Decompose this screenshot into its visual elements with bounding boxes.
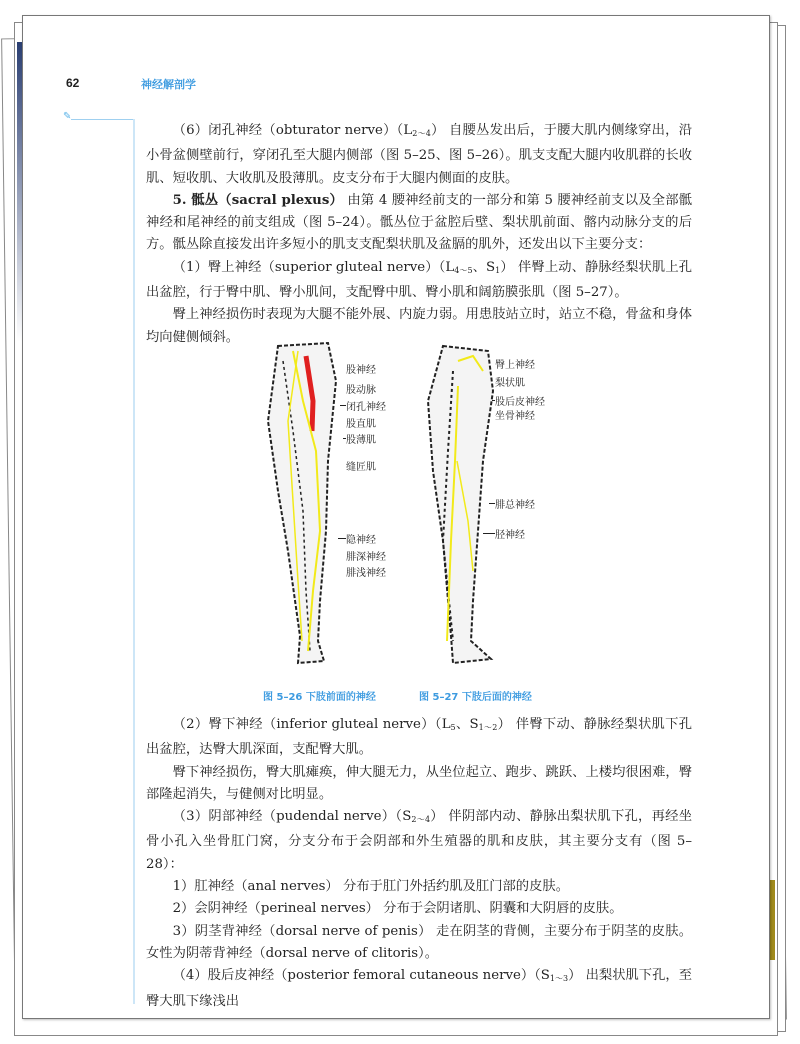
- text-run: ） 伴臀下动、静脉经梨状肌下孔出盆腔，达臀大肌深面，支配臀大肌。: [146, 717, 693, 758]
- margin-rule: [133, 119, 135, 1004]
- paragraph: [146, 257, 692, 305]
- paragraph: [146, 120, 692, 190]
- book-page: [22, 15, 770, 1019]
- subscript: 1～2: [478, 723, 498, 732]
- page-number: 62: [66, 76, 80, 90]
- figure-label: 腓浅神经: [346, 568, 386, 579]
- text-run: （6）闭孔神经（obturator nerve）（L: [172, 123, 413, 138]
- text-run: ） 伴臀上动、静脉经梨状肌上孔出盆腔，行于臀中肌、臀小肌间，支配臀中肌、臀小肌和阔筋膜张肌（图 5–27）。: [146, 259, 693, 301]
- paragraph: [146, 965, 692, 1013]
- text-run: （3）阴部神经（pudendal nerve）（S: [172, 809, 412, 825]
- subscript: 2～4: [412, 129, 431, 138]
- figure-label: 闭孔神经: [346, 402, 386, 413]
- running-title: 神经解剖学: [141, 78, 196, 91]
- figure-label: 腓深神经: [346, 552, 386, 563]
- text-run: 3）阴茎背神经（dorsal nerve of penis） 走在阴茎的背侧，主要分布于阴茎的皮肤。女性为阴蒂背神经（dorsal nerve of clitoris）。: [146, 923, 692, 961]
- figure-label: 股薄肌: [346, 435, 376, 446]
- text-run: 2）会阴神经（perineal nerves） 分布于会阴诸肌、阴囊和大阴唇的皮肤。: [172, 901, 623, 917]
- text-run: ） 自腰丛发出后，于腰大肌内侧缘穿出，沿小骨盆侧壁前行，穿闭孔至大腿内侧部（图 5–25、图 5–26）。肌支支配大腿内收肌群的长收肌、短收肌、大收肌及股薄肌。皮支分布于大腿内侧面的皮肤。: [146, 123, 692, 186]
- figure-label: 臀上神经: [495, 360, 535, 371]
- paragraph: [146, 190, 692, 257]
- subscript: 4～5: [454, 265, 473, 275]
- leader-line: [343, 438, 346, 439]
- paragraph: [146, 921, 692, 966]
- figure-label: 股直肌: [346, 419, 376, 430]
- text-run: （2）臀下神经（inferior gluteal nerve）（L: [172, 717, 451, 732]
- figure-leg-anterior: [258, 341, 348, 671]
- text-run: 臀上神经损伤时表现为大腿不能外展、内旋力弱。用患肢站立时，站立不稳，骨盆和身体均向健侧倾斜。: [146, 307, 692, 345]
- text-run: （4）股后皮神经（posterior femoral cutaneous nerve）（S: [172, 968, 550, 984]
- text-block-bottom: [146, 714, 692, 1013]
- figure-label: 坐骨神经: [495, 411, 535, 422]
- figure-label: 股后皮神经: [495, 397, 545, 408]
- subscript: 5: [450, 723, 456, 732]
- figure-label: 梨状肌: [495, 378, 525, 389]
- pen-icon: ✎: [63, 111, 72, 122]
- leader-line: [338, 538, 346, 539]
- paragraph: [146, 898, 692, 920]
- text-run: （1）臀上神经（superior gluteal nerve）（L: [172, 259, 455, 275]
- text-run: ） 出梨状肌下孔，至臀大肌下缘浅出: [146, 968, 692, 1009]
- text-block-top: [146, 120, 692, 349]
- paragraph: [146, 762, 692, 807]
- text-run: 5. 骶丛（sacral plexus）: [172, 192, 344, 208]
- figure-label: 股动脉: [346, 385, 376, 396]
- subscript: 1: [495, 265, 501, 275]
- figure-label: 缝匠肌: [346, 462, 376, 473]
- text-run: 由第 4 腰神经前支的一部分和第 5 腰神经前支以及全部骶神经和尾神经的前支组成（图 5–24）。骶丛位于盆腔后壁、梨状肌前面、髂内动脉分支的后方。骶丛除直接发出许多短小的肌支支配梨状肌及盆膈的肌外，还发出以下主要分支：: [146, 192, 692, 253]
- paragraph: [146, 806, 692, 876]
- paragraph: [146, 876, 692, 898]
- leader-line: [489, 503, 495, 504]
- margin-rule: [71, 119, 133, 120]
- leader-line: [340, 405, 346, 406]
- figure-label: 腓总神经: [495, 500, 535, 511]
- figure-label: 胫神经: [495, 530, 525, 541]
- subscript: 1～3: [549, 974, 569, 984]
- subscript: 2～4: [411, 815, 431, 825]
- figure-label: 隐神经: [346, 535, 376, 546]
- text-run: 、S: [455, 717, 479, 732]
- text-run: 臀下神经损伤，臀大肌瘫痪，伸大腿无力，从坐位起立、跑步、跳跃、上楼均很困难，臀部隆起消失，与健侧对比明显。: [146, 764, 692, 802]
- figure-label: 股神经: [346, 365, 376, 376]
- figure-leg-posterior: [413, 341, 503, 671]
- text-run: ） 伴阴部内动、静脉出梨状肌下孔，再经坐骨小孔入坐骨肛门窝，分支分布于会阴部和外生殖器的肌和皮肤，其主要分支有（图 5–28）：: [146, 809, 692, 872]
- text-run: 、S: [472, 259, 496, 275]
- figure-caption-5-27: 图 5–27 下肢后面的神经: [419, 692, 532, 703]
- text-run: 1）肛神经（anal nerves） 分布于肛门外括约肌及肛门部的皮肤。: [172, 879, 569, 895]
- figure-caption-5-26: 图 5–26 下肢前面的神经: [263, 692, 376, 703]
- leader-line: [483, 533, 495, 534]
- leader-line: [492, 400, 495, 401]
- paragraph: [146, 714, 692, 762]
